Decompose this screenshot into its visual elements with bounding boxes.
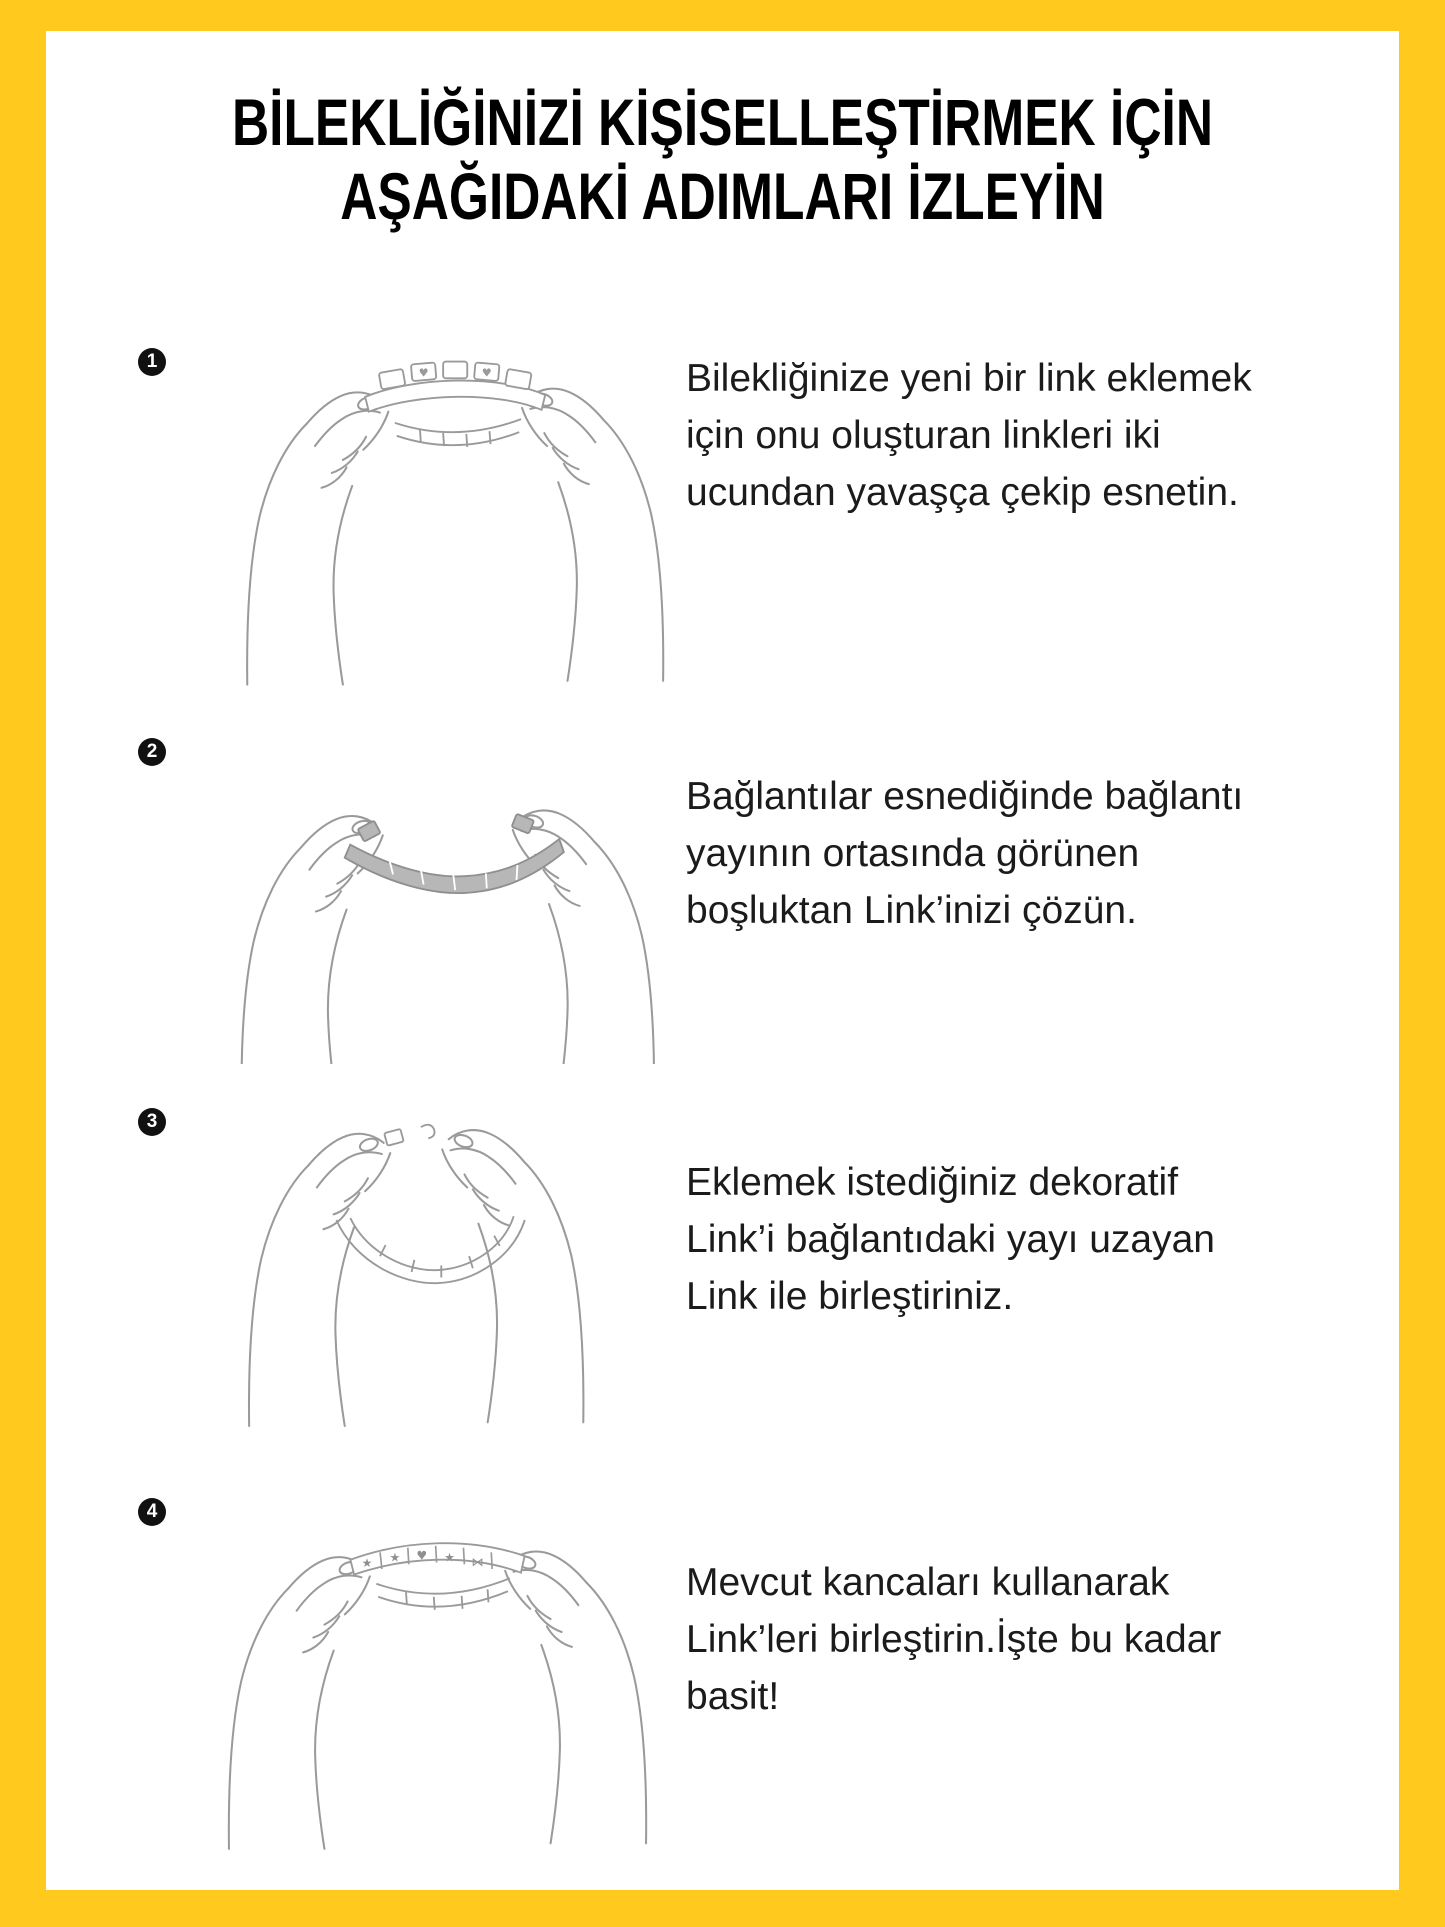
step-2-illustration <box>146 720 666 1064</box>
star-charm-icon: ★ <box>361 1556 373 1571</box>
step-4-text-line3: basit! <box>686 1675 780 1718</box>
step-4-row <box>46 1480 1399 1890</box>
step-1-row <box>46 330 1399 720</box>
step-3-illustration <box>146 1090 666 1452</box>
page-title <box>46 85 1399 233</box>
step-3-text-line3: Link ile birleştiriniz. <box>686 1275 1014 1318</box>
heart-charm-icon: ♥ <box>481 366 492 380</box>
hands-stretching-bracelet-icon <box>146 330 666 692</box>
heart-charm-icon: ♥ <box>416 1548 428 1563</box>
step-3-text-line1: Eklemek istediğiniz dekoratif <box>686 1161 1179 1204</box>
step-1-text <box>686 350 1396 521</box>
step-2-row <box>46 720 1399 1090</box>
step-2-text-line2: yayının ortasında görünen <box>686 832 1140 875</box>
step-1-text-line3: ucundan yavaşça çekip esnetin. <box>686 471 1239 514</box>
star-charm-icon: ★ <box>389 1550 401 1565</box>
step-2-text-line3: boşluktan Link’inizi çözün. <box>686 889 1137 932</box>
step-1-text-line1: Bilekliğinize yeni bir link eklemek <box>686 357 1252 400</box>
step-3-text <box>686 1154 1396 1325</box>
step-3-text-line2: Link’i bağlantıdaki yayı uzayan <box>686 1218 1215 1261</box>
hands-removing-link-icon <box>146 720 666 1064</box>
page-title-line2: AŞAĞIDAKİ ADIMLARI İZLEYİN <box>340 159 1105 233</box>
step-4-number-badge: 4 <box>138 1498 166 1526</box>
step-4-illustration <box>146 1480 666 1860</box>
step-3-number-badge: 3 <box>138 1108 166 1136</box>
step-2-number-badge: 2 <box>138 738 166 766</box>
step-3-row <box>46 1090 1399 1480</box>
hands-joining-links-icon <box>146 1480 666 1860</box>
star-charm-icon: ★ <box>444 1550 455 1565</box>
step-4-text-line2: Link’leri birleştirin.İşte bu kadar <box>686 1618 1222 1661</box>
step-4-text <box>686 1554 1396 1725</box>
heart-charm-icon: ♥ <box>418 366 429 380</box>
step-1-text-line2: için onu oluşturan linkleri iki <box>686 414 1161 457</box>
bow-charm-icon: ⋈ <box>471 1555 484 1570</box>
step-2-text-line1: Bağlantılar esnediğinde bağlantı <box>686 775 1244 818</box>
hands-attaching-link-icon <box>146 1090 666 1452</box>
step-1-number-badge: 1 <box>138 348 166 376</box>
page-title-line1: BİLEKLİĞİNİZİ KİŞİSELLEŞTİRMEK İÇİN <box>231 85 1214 159</box>
step-1-illustration <box>146 330 666 692</box>
step-2-text <box>686 768 1396 939</box>
step-4-text-line1: Mevcut kancaları kullanarak <box>686 1561 1170 1604</box>
